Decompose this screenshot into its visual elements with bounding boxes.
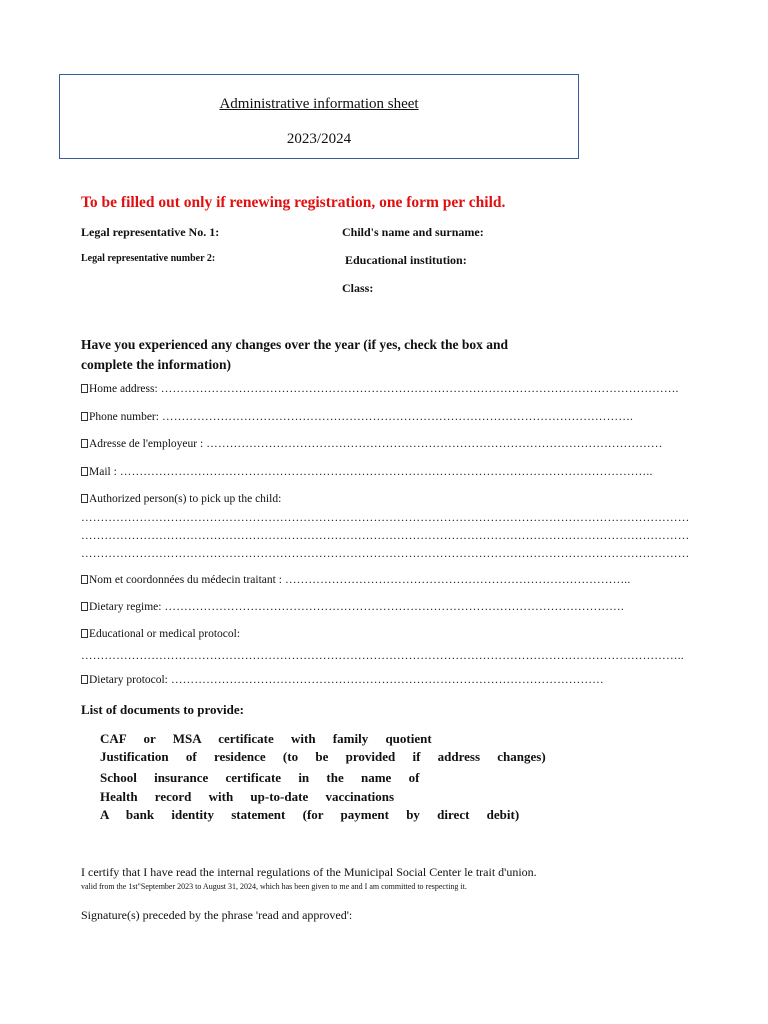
phone-label: Phone number:: [89, 411, 159, 423]
title-box: [59, 74, 579, 159]
document-item: CAF or MSA certificate with family quotient: [100, 731, 432, 746]
home-address-label: Home address:: [89, 383, 158, 395]
renewal-notice: To be filled out only if renewing registration, one form per child.: [81, 194, 506, 211]
authorized-label: Authorized person(s) to pick up the child:: [89, 493, 282, 505]
child-name-label: Child's name and surname:: [342, 225, 484, 239]
legal-rep-1-label: Legal representative No. 1:: [81, 225, 220, 239]
diet-label: Dietary regime:: [89, 601, 162, 613]
doctor-item: [81, 574, 630, 586]
signature-label: Signature(s) preceded by the phrase 'read and approved':: [81, 908, 353, 922]
mail-item: [81, 466, 653, 478]
diet-protocol-item: [81, 674, 604, 686]
doctor-checkbox[interactable]: [81, 575, 88, 584]
documents-title: List of documents to provide:: [81, 702, 244, 717]
page-title: Administrative information sheet: [219, 96, 419, 112]
doctor-dots[interactable]: ……………………………………………………………………………..: [281, 574, 631, 586]
mail-dots[interactable]: ………………………………………………………………………………………………………………………..: [116, 466, 653, 478]
document-item: Justification of residence (to be provided if address changes): [100, 749, 546, 764]
home-address-checkbox[interactable]: [81, 384, 88, 393]
phone-dots[interactable]: ………………………………………………………………………………………………………….: [158, 411, 634, 423]
diet-protocol-checkbox[interactable]: [81, 675, 88, 684]
phone-checkbox[interactable]: [81, 412, 88, 421]
mail-label: Mail :: [89, 466, 117, 478]
employer-item: [81, 438, 663, 450]
certification-line-1: I certify that I have read the internal regulations of the Municipal Social Center le trait d'union.: [81, 865, 537, 879]
certification-line-2: valid from the 1st"September 2023 to August 31, 2024, which has been given to me and I am committed to respecting it.: [81, 882, 467, 891]
institution-label: Educational institution:: [345, 253, 467, 267]
document-item: Health record with up-to-date vaccinations: [100, 789, 395, 804]
diet-item: [81, 601, 624, 613]
document-item: School insurance certificate in the name of: [100, 770, 420, 785]
home-address-dots[interactable]: …………………………………………………………………………………………………………………….: [157, 383, 679, 395]
diet-checkbox[interactable]: [81, 602, 88, 611]
employer-checkbox[interactable]: [81, 439, 88, 448]
changes-question: Have you experienced any changes over the year (if yes, check the box and complete the information): [81, 337, 508, 372]
authorized-line-3[interactable]: …………………………………………………………………………………………………………………………………………: [81, 548, 690, 560]
authorized-line-1[interactable]: …………………………………………………………………………………………………………………………………………: [81, 512, 690, 524]
diet-protocol-label: Dietary protocol:: [89, 674, 168, 686]
class-label: Class:: [342, 281, 374, 295]
mail-checkbox[interactable]: [81, 467, 88, 476]
protocol-item: [81, 628, 240, 640]
employer-dots[interactable]: ………………………………………………………………………………………………………: [203, 438, 663, 450]
phone-item: [81, 411, 633, 423]
doctor-label: Nom et coordonnées du médecin traitant :: [89, 574, 282, 586]
school-year: 2023/2024: [286, 131, 352, 147]
legal-rep-2-label: Legal representative number 2:: [81, 253, 216, 264]
document-item: A bank identity statement (for payment by direct debit): [100, 807, 520, 822]
authorized-item: [81, 493, 281, 505]
protocol-line[interactable]: ………………………………………………………………………………………………………………………………………..: [81, 650, 684, 662]
protocol-checkbox[interactable]: [81, 629, 88, 638]
diet-protocol-dots[interactable]: …………………………………………………………………………………………………: [167, 674, 604, 686]
authorized-line-2[interactable]: …………………………………………………………………………………………………………………………………………: [81, 530, 690, 542]
protocol-label: Educational or medical protocol:: [89, 628, 241, 640]
employer-label: Adresse de l'employeur :: [89, 438, 204, 450]
diet-dots[interactable]: ……………………………………………………………………………………………………….: [161, 601, 624, 613]
home-address-item: [81, 383, 679, 395]
authorized-checkbox[interactable]: [81, 494, 88, 503]
